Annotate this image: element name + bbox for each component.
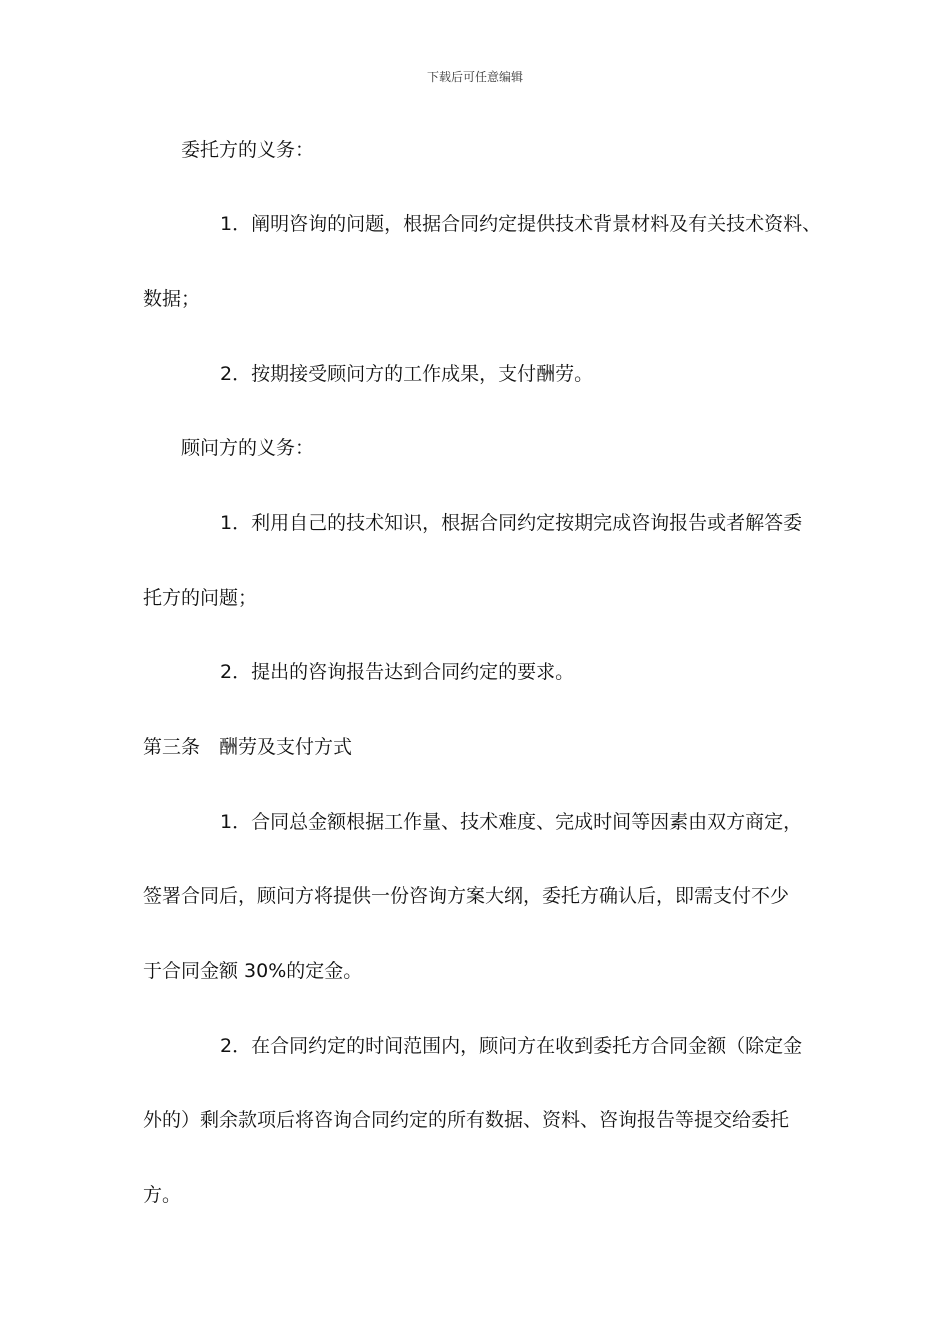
paragraph-consultant-obligations-heading: 顾问方的义务： (181, 437, 315, 459)
paragraph-client-item-2: 2．按期接受顾问方的工作成果，支付酬劳。 (220, 363, 594, 385)
paragraph-payment-item-2-cont-a: 外的）剩余款项后将咨询合同约定的所有数据、资料、咨询报告等提交给委托 (143, 1109, 790, 1131)
paragraph-payment-item-1: 1．合同总金额根据工作量、技术难度、完成时间等因素由双方商定， (220, 811, 803, 833)
paragraph-consultant-item-2: 2．提出的咨询报告达到合同约定的要求。 (220, 661, 575, 683)
paragraph-client-item-1: 1．阐明咨询的问题，根据合同约定提供技术背景材料及有关技术资料、 (220, 213, 822, 235)
paragraph-payment-item-2-cont-b: 方。 (143, 1184, 182, 1206)
paragraph-consultant-item-1: 1．利用自己的技术知识，根据合同约定按期完成咨询报告或者解答委 (220, 512, 803, 534)
paragraph-client-item-1-cont: 数据； (143, 288, 201, 310)
paragraph-consultant-item-1-cont: 托方的问题； (143, 587, 258, 609)
paragraph-client-obligations-heading: 委托方的义务： (181, 139, 315, 161)
paragraph-payment-item-1-cont-a: 签署合同后，顾问方将提供一份咨询方案大纲，委托方确认后，即需支付不少 (143, 885, 790, 907)
paragraph-payment-item-2: 2．在合同约定的时间范围内，顾问方在收到委托方合同金额（除定金 (220, 1035, 803, 1057)
paragraph-payment-item-1-cont-b: 于合同金额 30%的定金。 (143, 960, 363, 982)
page-header: 下载后可任意编辑 (426, 70, 523, 84)
article-three-heading: 第三条 酬劳及支付方式 (143, 736, 353, 758)
